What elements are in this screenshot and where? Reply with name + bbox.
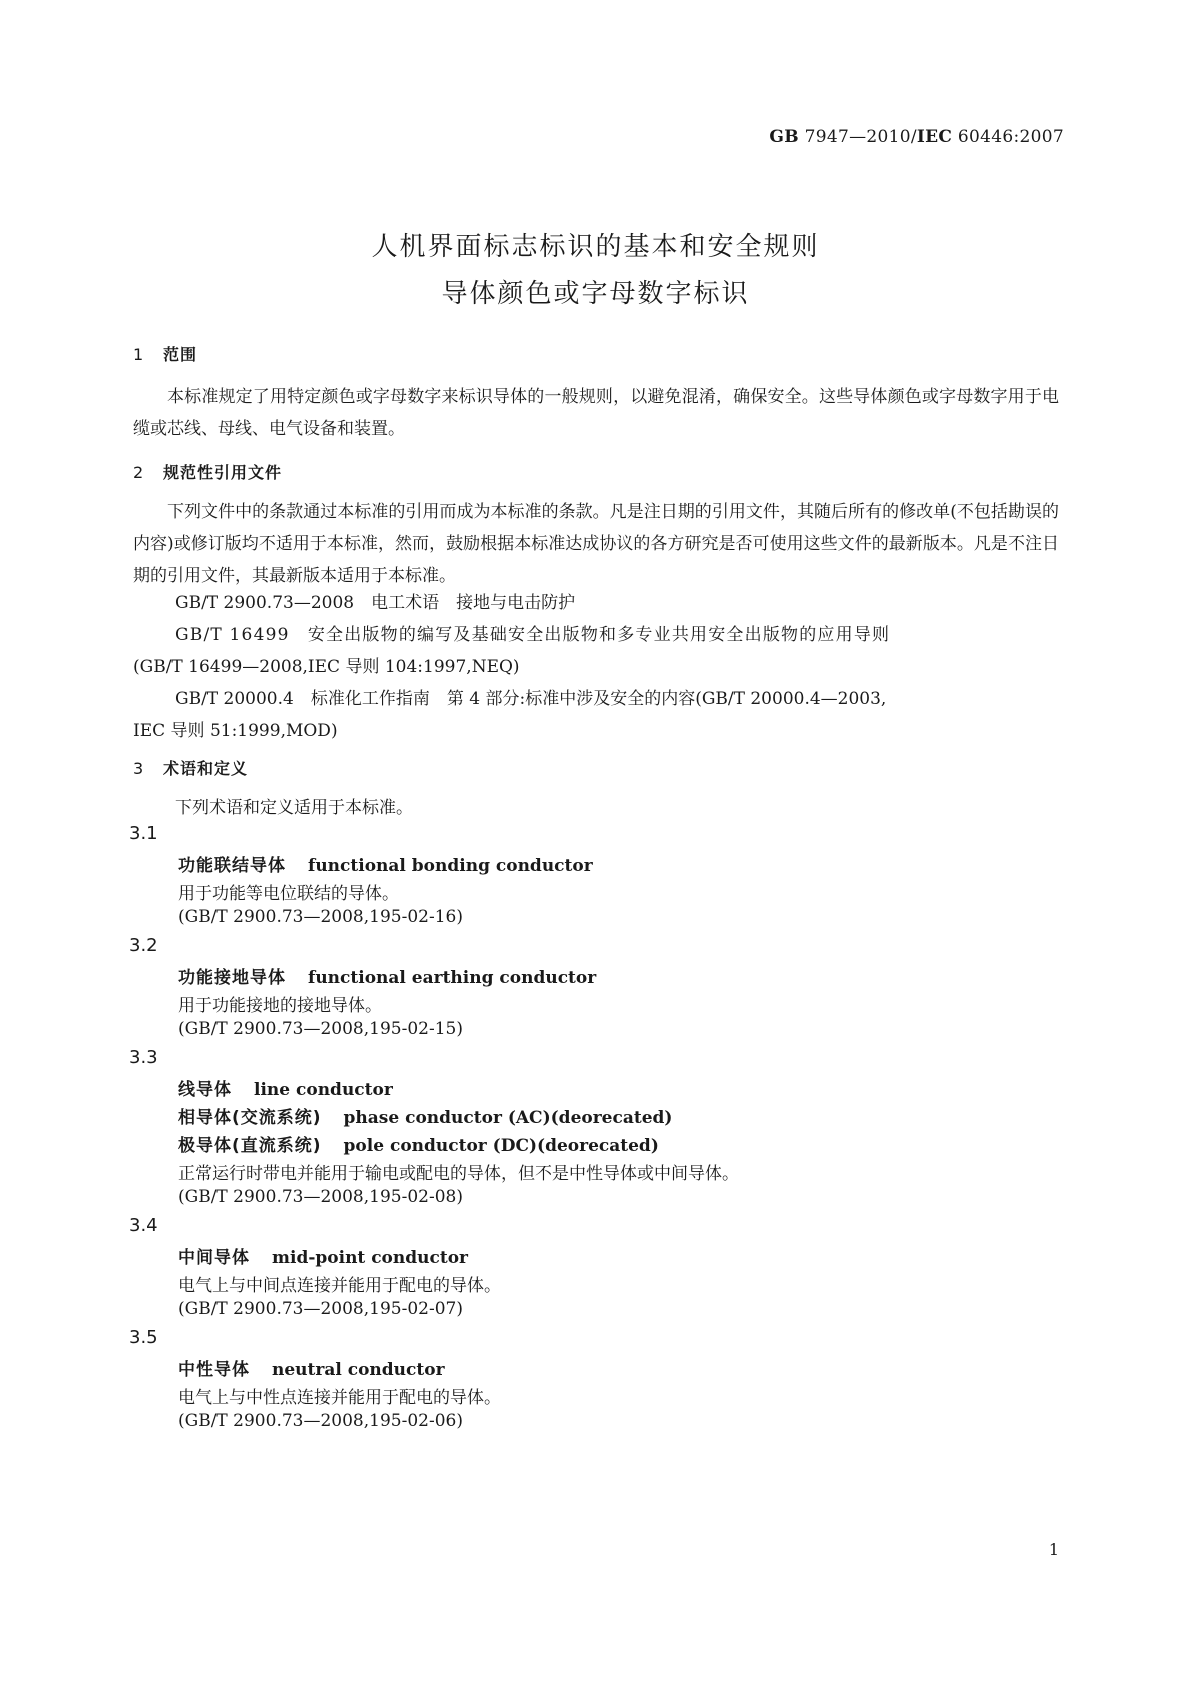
term-definition: 电气上与中性点连接并能用于配电的导体。 [178,1388,501,1408]
term-en: functional earthing conductor [308,968,597,988]
section-title: 范围 [163,345,198,364]
term-en: line conductor [254,1080,393,1100]
term-number: 3.5 [129,1327,158,1348]
term-source: (GB/T 2900.73—2008,195-02-08) [178,1187,463,1207]
term-heading [178,1243,468,1268]
reference-item: GB/T 2900.73—2008 电工术语 接地与电击防护 [175,593,576,613]
term-zh: 功能接地导体 [178,968,286,988]
term-zh: 中性导体 [178,1360,250,1380]
term-zh: 中间导体 [178,1248,250,1268]
section-3-heading [133,756,248,779]
section-title: 术语和定义 [163,759,249,778]
term-synonym [178,1131,659,1156]
section-2-heading [133,460,282,483]
iec-prefix: IEC [916,127,953,147]
std-number: 7947—2010/ [798,127,917,147]
standard-number-header [769,127,1064,147]
iec-number: 60446:2007 [952,127,1064,147]
term-source: (GB/T 2900.73—2008,195-02-15) [178,1019,463,1039]
term-en: phase conductor (AC)(deorecated) [343,1108,673,1128]
term-en: neutral conductor [272,1360,445,1380]
reference-item-continued: (GB/T 16499—2008,IEC 导则 104:1997,NEQ) [133,657,520,677]
term-heading [178,1355,445,1380]
document-title-line1: 人机界面标志标识的基本和安全规则 [371,232,820,262]
term-synonym [178,1103,672,1128]
term-source: (GB/T 2900.73—2008,195-02-06) [178,1411,463,1431]
document-title-line2: 导体颜色或字母数字标识 [441,279,750,309]
term-heading [178,963,596,988]
std-prefix: GB [769,127,799,147]
reference-item: GB/T 20000.4 标准化工作指南 第 4 部分:标准中涉及安全的内容(GB/T 20000.4—2003, [175,689,887,709]
term-zh: 极导体(直流系统) [178,1136,322,1156]
term-heading [178,1075,393,1100]
term-heading [178,851,593,876]
term-number: 3.4 [129,1215,158,1236]
term-en: functional bonding conductor [308,856,593,876]
section-number: 1 [133,345,145,364]
reference-item-continued: IEC 导则 51:1999,MOD) [133,721,338,741]
term-definition: 用于功能等电位联结的导体。 [178,884,399,904]
term-en: pole conductor (DC)(deorecated) [343,1136,659,1156]
term-source: (GB/T 2900.73—2008,195-02-07) [178,1299,463,1319]
section-number: 3 [133,759,145,778]
section-3-intro: 下列术语和定义适用于本标准。 [175,798,413,818]
term-zh: 相导体(交流系统) [178,1108,322,1128]
section-1-paragraph: 本标准规定了用特定颜色或字母数字来标识导体的一般规则，以避免混淆，确保安全。这些导体颜色或字母数字用于电缆或芯线、母线、电气设备和装置。 [133,387,1059,439]
term-definition: 电气上与中间点连接并能用于配电的导体。 [178,1276,501,1296]
term-en: mid-point conductor [272,1248,468,1268]
reference-item: GB/T 16499 安全出版物的编写及基础安全出版物和多专业共用安全出版物的应用导则 [175,625,891,645]
term-number: 3.3 [129,1047,158,1068]
term-definition: 用于功能接地的接地导体。 [178,996,382,1016]
section-number: 2 [133,463,145,482]
term-source: (GB/T 2900.73—2008,195-02-16) [178,907,463,927]
section-1-heading [133,342,197,365]
section-title: 规范性引用文件 [163,463,283,482]
term-definition: 正常运行时带电并能用于输电或配电的导体，但不是中性导体或中间导体。 [178,1164,739,1184]
section-2-paragraph: 下列文件中的条款通过本标准的引用而成为本标准的条款。凡是注日期的引用文件，其随后所有的修改单(不包括勘误的内容)或修订版均不适用于本标准，然而，鼓励根据本标准达成协议的各方研究是否可使用这些文件的最新版本。凡是不注日期的引用文件，其最新版本适用于本标准。 [133,502,1059,586]
term-zh: 线导体 [178,1080,232,1100]
term-number: 3.1 [129,823,158,844]
term-number: 3.2 [129,935,158,956]
term-zh: 功能联结导体 [178,856,286,876]
page-number: 1 [1048,1540,1059,1559]
